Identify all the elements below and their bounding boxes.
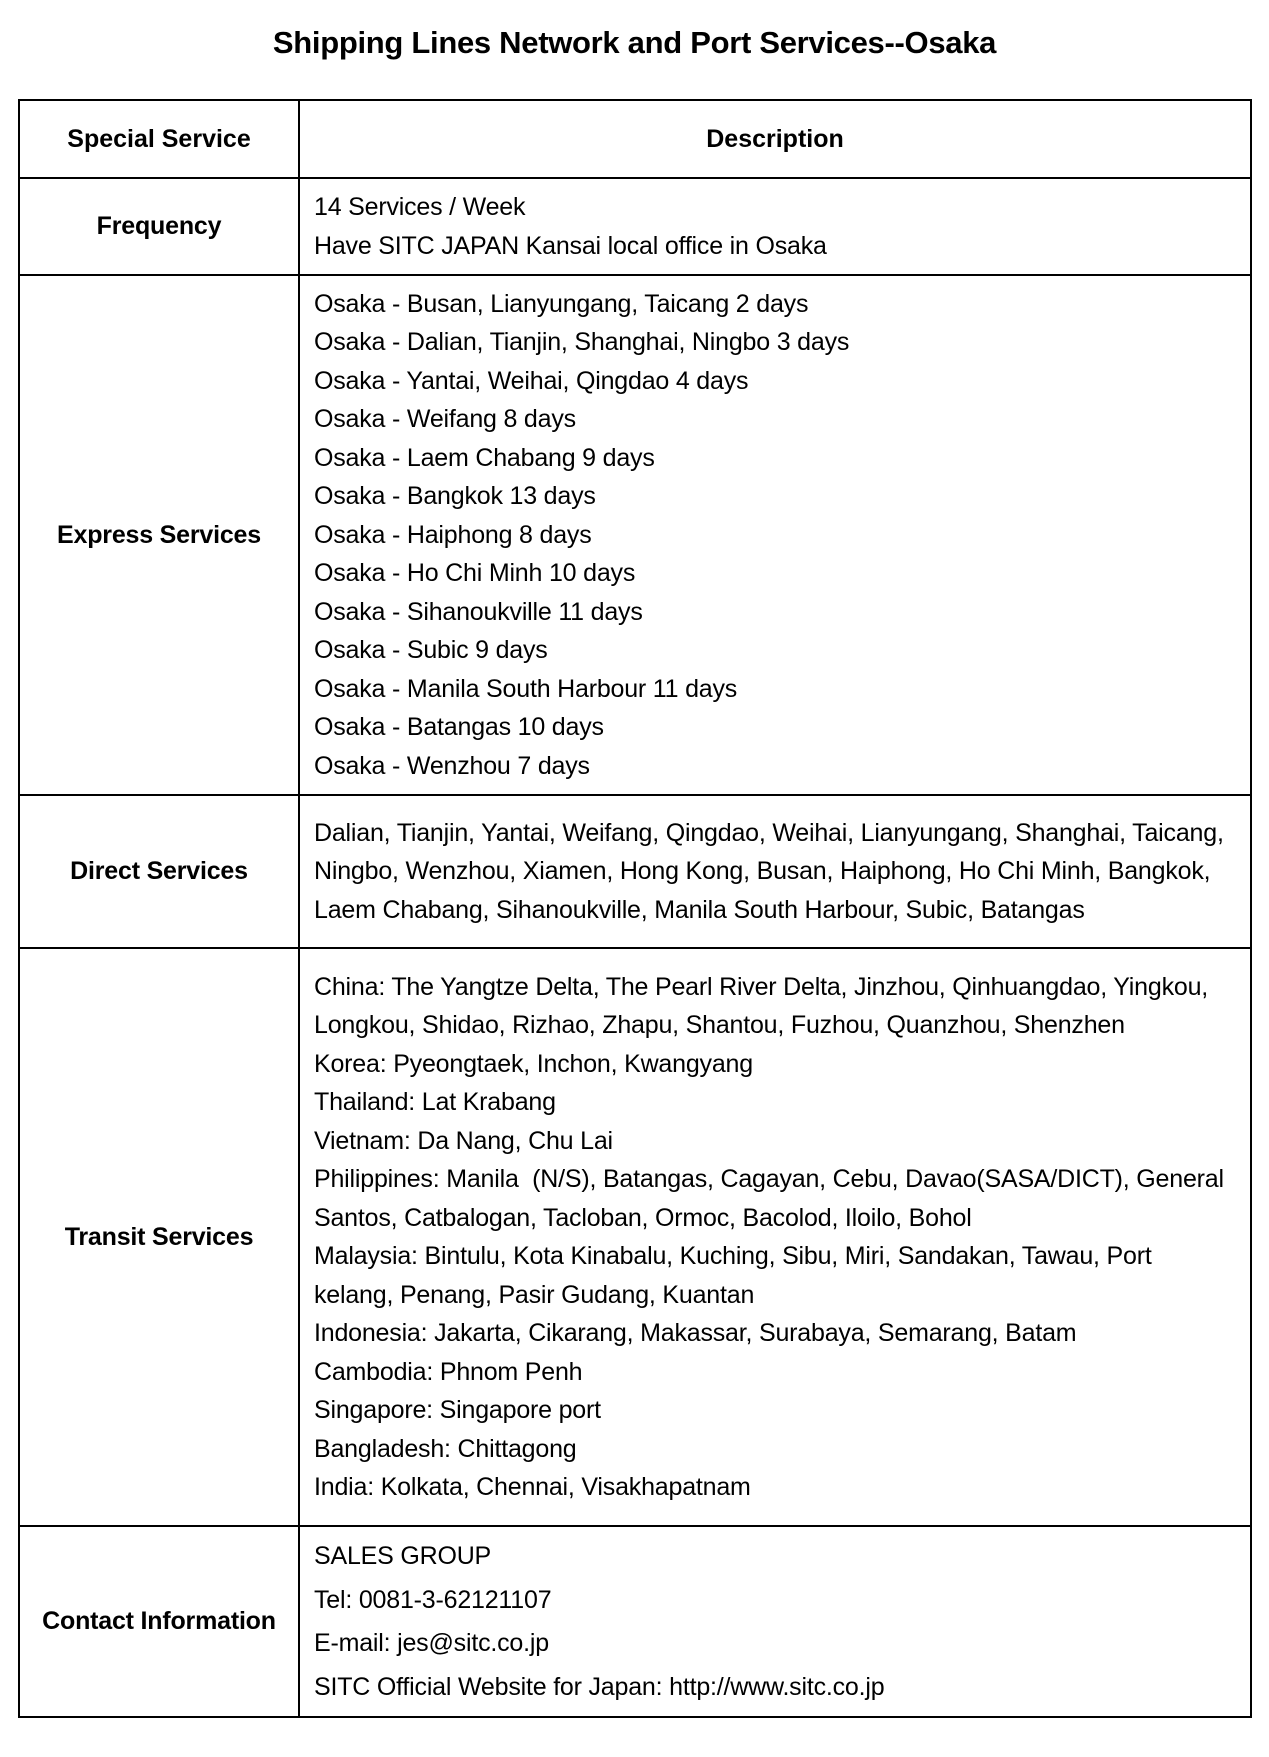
description-line: China: The Yangtze Delta, The Pearl River Delta, Jinzhou, Qinhuangdao, Yingkou, Longkou, Shidao, Rizhao, Zhapu, Shantou, Fuzhou, Quanzhou, Shenzhen bbox=[314, 972, 1215, 1039]
table-row bbox=[19, 1526, 1251, 1717]
services-table bbox=[18, 99, 1252, 1718]
description-line: Bangladesh: Chittagong bbox=[314, 1434, 577, 1463]
page-title: Shipping Lines Network and Port Services--Osaka bbox=[272, 25, 997, 60]
service-label: Express Services bbox=[19, 275, 299, 795]
description-line: Vietnam: Da Nang, Chu Lai bbox=[314, 1126, 613, 1155]
description-line: Cambodia: Phnom Penh bbox=[314, 1357, 583, 1386]
description-line: Osaka - Busan, Lianyungang, Taicang 2 days bbox=[314, 289, 809, 318]
description-line: Osaka - Dalian, Tianjin, Shanghai, Ningbo 3 days bbox=[314, 328, 850, 357]
description-line: SALES GROUP bbox=[314, 1542, 492, 1570]
table-row bbox=[19, 178, 1251, 275]
service-label: Frequency bbox=[19, 178, 299, 275]
description-line: Osaka - Haiphong 8 days bbox=[314, 520, 592, 549]
description-line: Thailand: Lat Krabang bbox=[314, 1088, 556, 1116]
service-label: Contact Information bbox=[19, 1526, 299, 1717]
header-special-service: Special Service bbox=[19, 100, 299, 178]
table-body bbox=[19, 178, 1251, 1717]
description-line: Dalian, Tianjin, Yantai, Weifang, Qingdao, Weihai, Lianyungang, Shanghai, Taicang, Ningbo, Wenzhou, Xiamen, Hong Kong, Busan, Haiphong, Ho Chi Minh, Bangkok, Laem Chabang, Sihanoukville, Manila South Harbour, Subic, Batangas bbox=[314, 818, 1231, 924]
description-line: Osaka - Ho Chi Minh 10 days bbox=[314, 559, 636, 588]
description-line: Osaka - Manila South Harbour 11 days bbox=[314, 674, 738, 703]
description-line: Malaysia: Bintulu, Kota Kinabalu, Kuching, Sibu, Miri, Sandakan, Tawau, Port kelang, Penang, Pasir Gudang, Kuantan bbox=[314, 1242, 1159, 1309]
description-line: Osaka - Weifang 8 days bbox=[314, 405, 576, 434]
service-description bbox=[299, 795, 1251, 948]
description-line: Korea: Pyeongtaek, Inchon, Kwangyang bbox=[314, 1049, 753, 1078]
service-label: Direct Services bbox=[19, 795, 299, 948]
service-description bbox=[299, 275, 1251, 795]
description-line: India: Kolkata, Chennai, Visakhapatnam bbox=[314, 1473, 751, 1501]
description-line: Osaka - Bangkok 13 days bbox=[314, 482, 596, 511]
description-line: Osaka - Wenzhou 7 days bbox=[314, 751, 590, 780]
description-line: Singapore: Singapore port bbox=[314, 1396, 601, 1424]
table-header-row bbox=[19, 100, 1251, 178]
header-description: Description bbox=[299, 100, 1251, 178]
description-line: SITC Official Website for Japan: http://www.sitc.co.jp bbox=[314, 1672, 885, 1701]
description-line: Osaka - Sihanoukville 11 days bbox=[314, 597, 643, 626]
service-description bbox=[299, 1526, 1251, 1717]
description-line: Osaka - Yantai, Weihai, Qingdao 4 days bbox=[314, 366, 749, 395]
table-row bbox=[19, 275, 1251, 795]
description-line: Osaka - Subic 9 days bbox=[314, 636, 548, 665]
description-line: Philippines: Manila (N/S), Batangas, Cagayan, Cebu, Davao(SASA/DICT), General Santos, Catbalogan, Tacloban, Ormoc, Bacolod, Iloilo, Bohol bbox=[314, 1165, 1231, 1232]
table-row bbox=[19, 948, 1251, 1526]
service-description bbox=[299, 178, 1251, 275]
table-row bbox=[19, 795, 1251, 948]
description-line: Tel: 0081-3-62121107 bbox=[314, 1585, 552, 1614]
description-line: Osaka - Laem Chabang 9 days bbox=[314, 443, 655, 472]
service-label: Transit Services bbox=[19, 948, 299, 1526]
description-line: 14 Services / Week bbox=[314, 193, 526, 221]
service-description bbox=[299, 948, 1251, 1526]
description-line: Have SITC JAPAN Kansai local office in Osaka bbox=[314, 231, 827, 260]
description-line: Osaka - Batangas 10 days bbox=[314, 713, 604, 742]
description-line: E-mail: jes@sitc.co.jp bbox=[314, 1629, 549, 1657]
description-line: Indonesia: Jakarta, Cikarang, Makassar, Surabaya, Semarang, Batam bbox=[314, 1319, 1077, 1347]
